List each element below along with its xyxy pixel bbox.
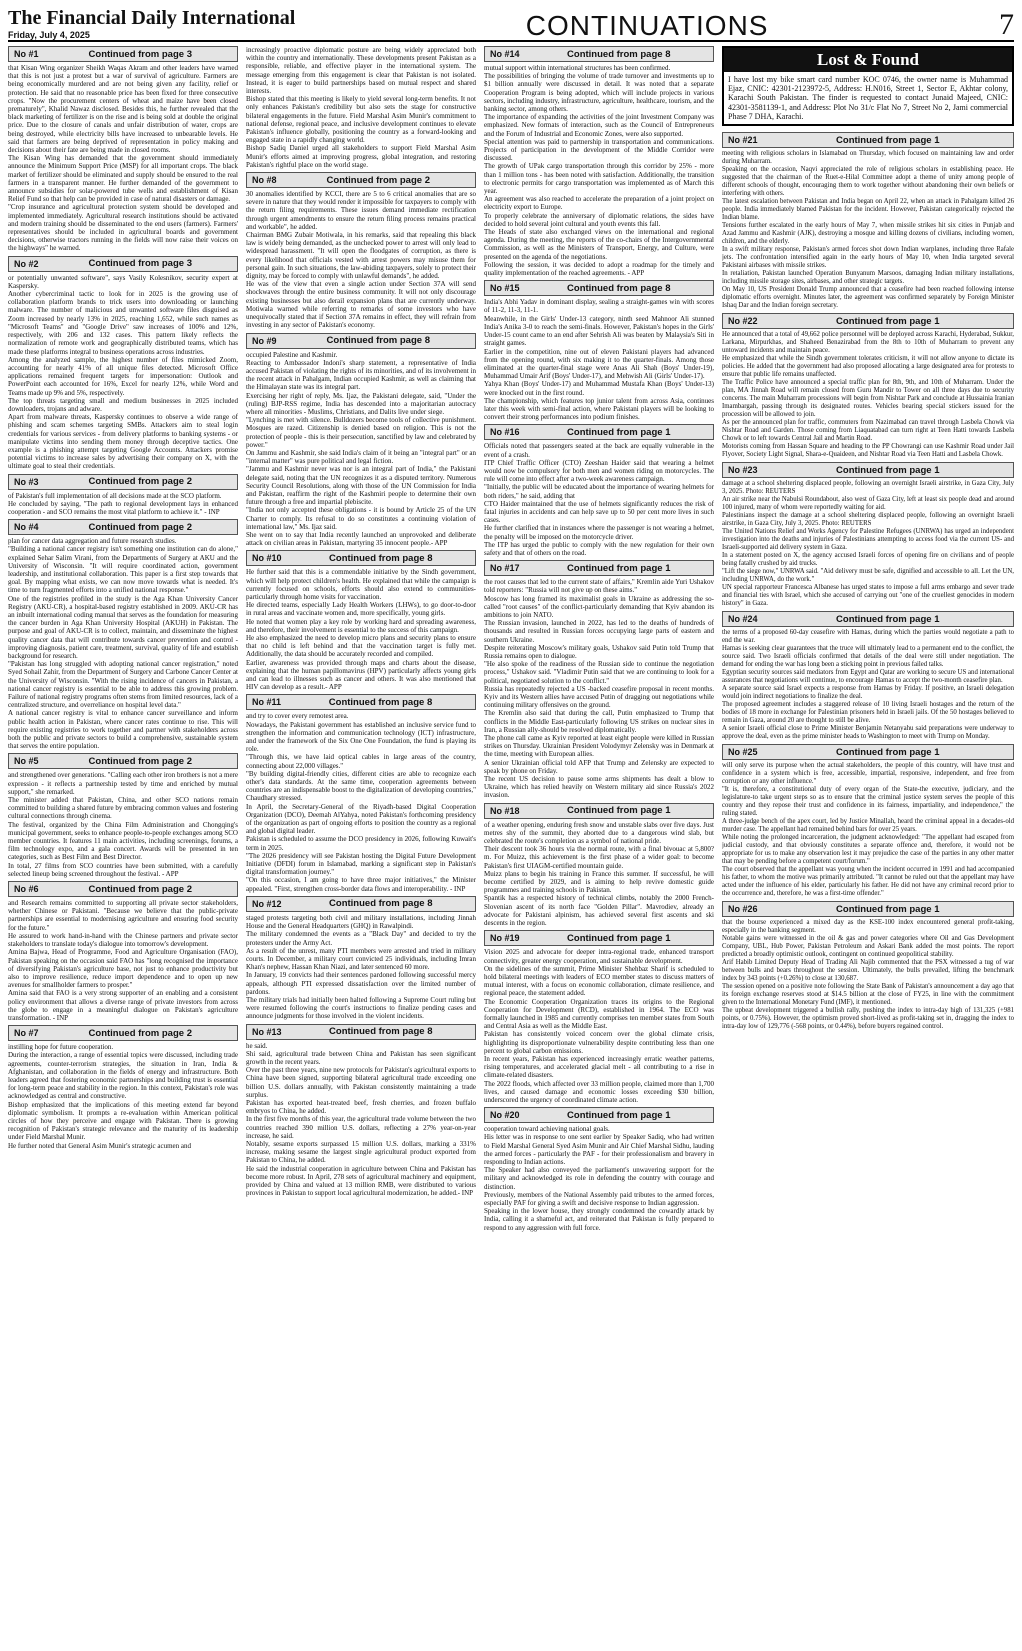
- paragraph: The festival, organized by the China Film Administration and Chongqing's municipal government, seeks to enhance people-to-people exchanges among SCO member countries. It features 11 main activities, including screenings, forums, a film technology expo, and a gala concert. Awards will be presented in ten categories, such as Best Film and Best Director.: [8, 820, 238, 862]
- paragraph: Following the session, it was decided to adopt a roadmap for the timely and quality implementation of the reached agreements. - APP: [484, 260, 714, 278]
- paragraph: Yahya Khan (Boys' Under-17) and Muhammad Mustafa Khan (Boys' Under-13) were knocked out in the first round.: [484, 380, 714, 397]
- item-number: No #3: [14, 476, 39, 487]
- paragraph: He said the industrial cooperation in agriculture between China and Pakistan has become more robust. In April, 278 sets of agricultural machinery and equipment, provided by China and valued at 13 million RMB, were distributed to various provinces in Pakistan to support local agricultural modernization, he added.- INP: [246, 1164, 476, 1198]
- paragraph: "He also spoke of the readiness of the Russian side to continue the negotiation process," Ushakov said. "Vladimir Putin said that we are continuing to look for a political, negotiated solution to the conflict.": [484, 660, 714, 685]
- paragraph: He directed teams, especially Lady Health Workers (LHWs), to go door-to-door in rural areas and vaccinate women and, more specifically, young girls.: [246, 601, 476, 618]
- paragraph: the root causes that led to the current state of affairs," Kremlin aide Yuri Ushakov told reporters: "Russia will not give up on these aims.": [484, 578, 714, 595]
- paragraph: Over the past three years, nine new protocols for Pakistan's agricultural exports to China have been signed, supporting bilateral agricultural trade exceeding one billion U.S. dollars annually, with Pakistan consistently maintaining a trade surplus.: [246, 1066, 476, 1099]
- item-number: No #13: [252, 1026, 282, 1037]
- item-header: [484, 424, 714, 440]
- paragraph: The United Nations Relief and Works Agency for Palestine Refugees (UNRWA) has urged an independent investigation into the deaths and injuries of Palestinians attempting to access food via the current US- and Israeli-supported aid delivery system in Gaza.: [722, 528, 1014, 552]
- item-body: [484, 64, 714, 277]
- item-title: Continued from page 1: [567, 426, 671, 438]
- paragraph: 30 anomalies identified by KCCI, there are 5 to 6 critical anomalies that are so severe in nature that they would render it impossible for taxpayers to comply with the return filing requirements. These issues demand immediate rectification through urgent amendments to ensure the return filing process remains practical and workable", he added.: [246, 190, 476, 231]
- item-title: Continued from page 1: [567, 562, 671, 574]
- paragraph: Earlier, awareness was provided through maps and charts about the disease, explaining that the human papillomavirus (HPV) particularly affects young girls and can lead to illnesses such as cancer and others. It was also mentioned that HIV can develop as a result.- APP: [246, 658, 476, 692]
- item-title: Continued from page 1: [836, 613, 940, 625]
- item-number: No #26: [728, 904, 758, 915]
- paragraph: Amina Bajwa, Head of Programme, Food and Agriculture Organisation (FAO), Pakistan speaking on the occasion said FAO has "long recognised the importance of diversifying Pakistan's agriculture base, not just to enhance productivity but also to improve resilience, reduce import dependence and to open up new avenues for smallholder farmers to prosper.": [8, 948, 238, 990]
- columns: [8, 46, 1014, 1636]
- paragraph: Palestinians inspect the damage at a school sheltering displaced people, following an overnight Israeli airstrike, in Gaza City, July 3, 2025. Photo: REUTERS: [722, 512, 1014, 528]
- item-header: [246, 694, 476, 710]
- paragraph: Motorists coming from Hassan Square and heading to the PP Chowrangi can use Kashmir Road under Jail Flyover, Society Light Signal, Shara-e-Quaideen, and Nishtar Road via Teen Hatti and Lasbela Chowk.: [722, 443, 1014, 459]
- item-body: [722, 480, 1014, 608]
- paragraph: "On this occasion, I am going to have three major initiatives," the Minister appealed. "First, strengthen cross-border data flows and interoperability. - INP: [246, 876, 476, 893]
- paragraph: The session opened on a positive note following the State Bank of Pakistan's announcement a day ago that its foreign exchange reserves stood at $14.5 billion at the close of FY25, in line with the commitment given to the International Monetary Fund (IMF), it mentioned.: [722, 983, 1014, 1007]
- paragraph: He noted that women play a key role by working hard and spreading awareness, and therefore, their involvement is essential to the success of this campaign.: [246, 617, 476, 634]
- paragraph: The Traffic Police have announced a special traffic plan for 8th, 9th, and 10th of Muharram. Under the plan, MA Jinnah Road will remain closed from Guru Mandir to Tower on all three days due to security concerns. The main Muharram processions will begin from Nishtar Park and conclude at Hussainia Iranian Imambargah, passing through its designated routes. Vehicles bearing special stickers issued for the procession will be allowed to join.: [722, 379, 1014, 419]
- paragraph: "Initially, the public will be educated about the importance of wearing helmets for both riders," he said, adding that: [484, 483, 714, 500]
- paragraph: A three-judge bench of the apex court, led by Justice Minallah, heard the criminal appeal in a decades-old murder case. The appellant had remained behind bars for over 25 years.: [722, 818, 1014, 834]
- paragraph: He assured to work hand-in-hand with the Chinese partners and private sector stakeholders to translate today's dialogue into tomorrow's development.: [8, 931, 238, 949]
- item-body: [722, 150, 1014, 310]
- paragraph: "Lift the siege now," UNRWA said. "Aid delivery must be safe, dignified and accessible to all. Let the UN, including UNRWA, do the work.": [722, 568, 1014, 584]
- continuation-item: [722, 611, 1014, 741]
- item-title: Continued from page 8: [329, 1026, 433, 1038]
- item-title: Continued from page 2: [88, 476, 192, 488]
- paragraph: The top threats targeting small and medium businesses in 2025 included downloaders, trojans and adware.: [8, 396, 238, 413]
- continuation-item: [8, 519, 238, 750]
- item-header: [8, 1025, 238, 1041]
- paragraph: He emphasized that while the Sindh government tolerates criticism, it will not allow anyone to dictate its policies. He added that the government had also proposed allocating a large designated area for protests to ensure that public life remains unaffected.: [722, 355, 1014, 379]
- item-title: Continued from page 1: [567, 805, 671, 817]
- continuation-item: [484, 424, 714, 557]
- paragraph: The upbeat development triggered a bullish rally, pushing the index to intra-day high of 131,325 (+981 points, or 0.75%). However, the optimism proved short-lived as profit-taking set in, dragging the index to intra-day low of 129,776 (-568 points, or 0.44%), before buyers regained control.: [722, 1007, 1014, 1031]
- paragraph: During the interaction, a range of essential topics were discussed, including trade agreements, counter-terrorism strategies, the situation in Iran, India & Afghanistan, and collaboration in the fields of energy and infrastructure. Both leaders agreed that fostering economic partnerships and building trust is essential for long-term peace and stability in the region. In this context, Pakistan's role was acknowledged as central and constructive.: [8, 1051, 238, 1101]
- paragraph: An agreement was also reached to accelerate the preparation of a joint project on electricity export to Europe.: [484, 195, 714, 212]
- item-number: No #16: [490, 427, 520, 438]
- item-header: [8, 519, 238, 535]
- continuation-item: [8, 474, 238, 517]
- continuation-item: [722, 132, 1014, 310]
- item-header: [246, 172, 476, 188]
- paragraph: UN special rapporteur Francesca Albanese has urged states to impose a full arms embargo and sever trade and financial ties with Israel, which she accused of carrying out "one of the cruellest genocides in modern history" in Gaza.: [722, 584, 1014, 608]
- continuation-item: [246, 694, 476, 892]
- item-number: No #17: [490, 563, 520, 574]
- paragraph: Another cybercriminal tactic to look for in 2025 is the growing use of collaboration platform brands to trick users into downloading or launching malware. The number of malicious and unwanted software files disguised as Zoom increased by nearly 13% in 2025, reaching 1,652, while such names as "Microsoft Teams" and "Google Drive" saw increases of 100% and 12%, respectively, with 206 and 132 cases. This pattern likely reflects the normalization of remote work and geographically distributed teams, which has made these platforms integral to business operations across industries.: [8, 290, 238, 356]
- item-header: [722, 132, 1014, 148]
- item-body: [484, 821, 714, 928]
- paragraph: In April, the Secretary-General of the Riyadh-based Digital Cooperation Organization (DCO), Deemah AlYahya, noted Pakistan's forthcoming presidency of the organization as part of ongoing efforts to position the country as a regional and global digital leader.: [246, 802, 476, 836]
- continuation-item: [246, 896, 476, 1021]
- item-body: [8, 274, 238, 471]
- paragraph: The Economic Cooperation Organization traces its origins to the Regional Cooperation for Development (RCD), established in 1964. The ECO was formally launched in 1985 and currently comprises ten member states from South and Central Asia as well as the Middle East.: [484, 997, 714, 1031]
- paragraph: Vision 2025 and advocate for deeper intra-regional trade, enhanced transport connectivity, greater energy cooperation, and sustainable development.: [484, 948, 714, 965]
- paragraph: Bishop stated that this meeting is likely to yield several long-term benefits. It not only enhances Pakistan's credibility but also sets the stage for constructive bilateral engagements in the future. Field Marshal Asim Munir's commitment to national defense, regional peace, and inclusive development continues to elevate Pakistan's influence globally, positioning the country as a forward-looking and engaged state in a rapidly changing world.: [246, 95, 476, 145]
- item-number: No #6: [14, 884, 39, 895]
- item-body: [722, 762, 1014, 898]
- item-body: [722, 629, 1014, 741]
- item-header: [8, 881, 238, 897]
- item-number: No #5: [14, 756, 39, 767]
- paragraph: Notably, sesame exports surpassed 15 million U.S. dollars, marking a 331% increase, making sesame the largest single agricultural product exported from Pakistan to China, he added.: [246, 1139, 476, 1165]
- paragraph: the terms of a proposed 60-day ceasefire with Hamas, during which the parties would negotiate a path to end the war.: [722, 629, 1014, 645]
- paper-name: The Financial Daily International: [8, 7, 296, 29]
- paragraph: Hamas is seeking clear guarantees that the truce will ultimately lead to a permanent end to the conflict, the source said. Two Israeli officials confirmed that details of the deal were still under negotiation. The demand for ending the war has long been a sticking point in previous failed talks.: [722, 645, 1014, 669]
- continuation-item: [484, 560, 714, 799]
- paragraph: The phone call came as Kyiv reported at least eight people were killed in Russian strikes on Thursday. Ukrainian President Volodymyr Zelensky was in Denmark at the time, meeting with European allies.: [484, 734, 714, 759]
- paragraph: He further noted that General Asim Munir's strategic acumen and: [8, 1141, 192, 1150]
- paragraph: The ITP has urged the public to comply with the new regulation for their own safety and that of others on the road.: [484, 540, 714, 557]
- item-title: Continued from page 2: [88, 883, 192, 895]
- column-1: [8, 46, 238, 1636]
- paragraph: He announced that a total of 49,662 police personnel will be deployed across Karachi, Hyderabad, Sukkur, Larkana, Mirpurkhas, and Shaheed Benazirabad from the 8th to 10th of Muharram to prevent any untoward incidents and maintain peace.: [722, 331, 1014, 355]
- item-number: No #18: [490, 805, 520, 816]
- item-body: [8, 537, 238, 750]
- paragraph: will only serve its purpose when the actual stakeholders, the people of this country, will have trust and confidence in a system which is free, accessible, impartial, responsive, independent, and free from corruption or any other influence.": [722, 762, 1014, 786]
- paragraph: of Pakistan's full implementation of all decisions made at the SCO platform.: [8, 491, 222, 500]
- paragraph: In retaliation, Pakistan launched Operation Bunyanum Marsoos, damaging Indian military installations, including missile storage sites, airbases, and other strategic targets.: [722, 270, 1014, 286]
- paragraph: Bishop Sadiq Daniel urged all stakeholders to support Field Marshal Asim Munir's efforts aimed at improving progress, global integration, and restoring Pakistan's rightful place on the world stage.: [246, 144, 476, 169]
- paragraph: meeting with religious scholars in Islamabad on Thursday, which focused on maintaining law and order during Muharram.: [722, 150, 1014, 166]
- item-body: [246, 914, 476, 1021]
- paragraph: Moscow has long framed its maximalist goals in Ukraine as addressing the so-called "root causes" of the conflict-particularly demanding that Kyiv abandon its ambitions to join NATO.: [484, 594, 714, 619]
- paragraph: A separate source said Israel expects a response from Hamas by Friday. If positive, an Israeli delegation would join indirect negotiations to finalize the deal.: [722, 685, 1014, 701]
- paragraph: ITP Chief Traffic Officer (CTO) Zeeshan Haider said that wearing a helmet would now be compulsory for both men and women riding on motorcycles. The rule will come into effect after a two-week awareness campaign.: [484, 458, 714, 484]
- paragraph: The championship, which features top junior talent from across Asia, continues later this week with semi-final action, where Pakistani players will be looking to convert their strong performances into podium finishes.: [484, 396, 714, 422]
- item-title: Continued from page 8: [567, 282, 671, 294]
- paragraph: In the first five months of this year, the agricultural trade volume between the two countries reached 390 million U.S. dollars, reflecting a 27% year-on-year increase, he said.: [246, 1115, 476, 1140]
- item-body: [484, 298, 714, 421]
- continuation-item: [484, 803, 714, 928]
- paragraph: In a swift military response, Pakistan's armed forces shot down Indian warplanes, including three Rafale jets. The confrontation intensified again in the early hours of May 10, when India targeted several Pakistani airbases with missile strikes.: [722, 246, 1014, 270]
- item-title: Continued from page 2: [326, 174, 430, 186]
- paragraph: The latest escalation between Pakistan and India began on April 22, when an attack in Pahalgam killed 26 people. India immediately blamed Pakistan for the incident. However, Pakistan categorically rejected the Indian blame.: [722, 198, 1014, 222]
- paragraph: "Through this, we have laid optical cables in large areas of the country, connecting about 22,000 villages.": [246, 753, 476, 770]
- section-title: CONTINUATIONS: [525, 10, 769, 41]
- paragraph: Earlier in the competition, nine out of eleven Pakistani players had advanced from the opening round, with six making it to the quarter-finals. Among those eliminated at the quarter-final stage were Anas Ali Shah (Boys' Under-19), Muhammad Umair Arif (Boys' Under-17), and Mehwish Ali (Girls' Under-17).: [484, 347, 714, 381]
- paragraph: The military trials had initially been halted following a Supreme Court ruling but were resumed following the court's instructions to finalize pending cases and announce judgments for those involved in the violent incidents.: [246, 995, 476, 1021]
- continuation-item: [246, 333, 476, 548]
- paragraph: In a statement posted on X, the agency accused Israeli forces of opening fire on civilians and of people being fatally crushed by aid trucks.: [722, 552, 1014, 568]
- item-header: [484, 1107, 714, 1123]
- paragraph: His letter was in response to one sent earlier by Speaker Sadiq, who had written to Field Marshal General Syed Asim Munir and Air Chief Marshal Sidhu, lauding the armed forces - particularly the PAF - for their professionalism and bravery in responding to Indian actions.: [484, 1133, 714, 1166]
- paragraph: Despite reiterating Moscow's military goals, Ushakov said Putin told Trump that Russia remains open to dialogue.: [484, 643, 714, 660]
- paragraph: Among the analyzed sample, the highest number of files mimicked Zoom, accounting for nearly 41% of all unique files detected. Microsoft Office applications remained frequent targets for impersonation: Outlook and PowerPoint each accounted for 16%, Excel for nearly 12%, while Word and Teams made up 9% and 5%, respectively.: [8, 355, 238, 397]
- paragraph: He further said that this is a commendable initiative by the Sindh government, which will help protect children's health. He explained that while the campaign is currently focused on schools, efforts should also extend to communities-particularly through home visits for vaccination.: [246, 568, 476, 601]
- continuation-item: [722, 462, 1014, 608]
- item-header: [246, 896, 476, 912]
- paragraph: damage at a school sheltering displaced people, following an overnight Israeli airstrike, in Gaza City, July 3, 2025. Photo: REUTERS: [722, 480, 1014, 496]
- paragraph: "The 2026 presidency will see Pakistan hosting the Digital Future Development Initiative (DFDI) forum in Islamabad, marking a significant step in Pakistan's digital transformation journey.": [246, 851, 476, 877]
- paragraph: Previously, members of the National Assembly paid tributes to the armed forces, especially PAF for giving a swift and decisive response to Indian aggression.: [484, 1190, 714, 1207]
- paragraph: The minister added that Pakistan, China, and other SCO nations remain committed to building a shared future by embracing common values and fostering cultural connections through cinema.: [8, 796, 238, 821]
- paragraph: Tensions further escalated in the early hours of May 7, when missile strikes hit six cities in Punjab and Azad Jammu and Kashmir (AJK), destroying a mosque and killing dozens of civilians, including women, children, and the elderly.: [722, 222, 1014, 246]
- paragraph: Meanwhile, in the Girls' Under-13 category, ninth seed Mahnoor Ali stunned India's Anika 3-0 to reach the semi-finals. However, Pakistan's hopes in the Girls' Under-15 count came to an end after Sehrish Ali was beaten by Malaysia's Siti in straight games.: [484, 314, 714, 348]
- continuation-item: [8, 256, 238, 471]
- paragraph: The proposed agreement includes a staggered release of 10 living Israeli hostages and the return of the bodies of 18 more in exchange for Palestinian prisoners held in Israeli jails. Of the 50 hostages believed to remain in Gaza, around 20 are thought to still be alive.: [722, 701, 1014, 725]
- item-number: No #11: [252, 697, 282, 708]
- item-number: No #21: [728, 135, 758, 146]
- item-number: No #19: [490, 933, 520, 944]
- item-title: Continued from page 1: [836, 315, 940, 327]
- paragraph: The importance of expanding the activities of the joint Investment Company was emphasized. New formats of interaction, such as the Council of Entrepreneurs and the Forum of Industrial and Economic Zones, were also supported.: [484, 113, 714, 138]
- item-number: No #8: [252, 175, 277, 186]
- paragraph: Pakistan is scheduled to assume the DCO presidency in 2026, following Kuwait's term in 2025.: [246, 835, 476, 852]
- masthead: [8, 6, 1014, 42]
- item-header: [484, 280, 714, 296]
- item-body: [246, 568, 476, 691]
- paragraph: Speaking in the lower house, they strongly condemned the cowardly attack by India, calling it a shameful act, and reiterated that Pakistan is fully prepared to respond to any aggression with full force.: [484, 1207, 714, 1232]
- paragraph: that the bourse experienced a mixed day as the KSE-100 index encountered general profit-taking, especially in the banking segment.: [722, 919, 1014, 935]
- paragraph: To properly celebrate the anniversary of diplomatic relations, the sides have decided to hold several joint cultural and youth events this fall.: [484, 211, 714, 228]
- continuation-item: [246, 46, 476, 169]
- column-2: [246, 46, 476, 1636]
- paragraph: Arif Habib Limited Deputy Head of Trading Ali Najib commented that the PSX witnessed a tug of war between bulls and bears throughout the session. Ultimately, the bulls prevailed, lifting the benchmark index by 343 points (+0.26%) to close at 130,687.: [722, 959, 1014, 983]
- paragraph: he said.: [246, 1041, 268, 1050]
- paragraph: A senior Israeli official close to Prime Minister Benjamin Netanyahu said preparations were underway to approve the deal, even as the prime minister heads to Washington to meet with Trump on Monday.: [722, 725, 1014, 741]
- paragraph: Chairman BMG Zubair Motiwala, in his remarks, said that repealing this black law is widely being demanded, as the unchecked power to arrest will only lead to widespread harassment. "It will open the floodgates of corruption, as there is every likelihood that officials vested with arrest powers may misuse them for personal gain. In such situations, the law-abiding taxpayers, solely to protect their dignity, may be forced to comply with unlawful demands", he added.: [246, 231, 476, 281]
- item-header: [484, 560, 714, 576]
- paragraph: Spantik has a respected history of technical climbs, notably the 2000 French-Slovenian ascent of its north face "Golden Pillar". Mavrodiev, already an advocate for Pakistani alpinism, has achieved several first ascents and ski descents in the region.: [484, 894, 714, 928]
- item-header: [8, 474, 238, 490]
- item-title: Continued from page 1: [836, 134, 940, 146]
- item-header: [8, 46, 238, 62]
- item-body: [722, 331, 1014, 459]
- paragraph: and Research remains committed to supporting all private sector stakeholders, whether Chinese or Pakistani. "Because we believe that the public-private partnerships are essential to modernising agriculture and ensuring food security for the future.": [8, 899, 238, 932]
- paragraph: "Jammu and Kashmir never was nor is an integral part of India," the Pakistani delegate said, noting that the UN recognizes it as a disputed territory. Numerous Security Council Resolutions, along with those of the UN Commission for India and Pakistan, reaffirm the right of the Kashmiri people to determine their own future through a free and impartial plebiscite.: [246, 465, 476, 507]
- paragraph: "Building a national cancer registry isn't something one institution can do alone," explained Sehar Salim Virani, from the Departments of Surgery at AKU and the University of Wisconsin. "It will require coordinated action, government leadership, and institutional collaboration. This paper is a first step towards that goal. By mapping what exists, we can now move towards what is needed. It's time to turn fragmented efforts into a unified national response.": [8, 545, 238, 595]
- item-body: [246, 351, 476, 548]
- paragraph: and strengthened over generations. "Calling each other iron brothers is not a mere expression - it reflects a partnership tested by time and enriched by mutual support," she remarked.: [8, 771, 238, 796]
- paragraph: and try to cover every remotest area.: [246, 712, 349, 721]
- item-title: Continued from page 8: [329, 552, 433, 564]
- paragraph: Russia has repeatedly rejected a US -backed ceasefire proposal in recent months. Kyiv and its Western allies have accused Putin of dragging out negotiations while continuing military offensives on the ground.: [484, 684, 714, 710]
- paragraph: On the sidelines of the summit, Prime Minister Shehbaz Sharif is scheduled to hold bilateral meetings with leaders of ECO member states to discuss matters of mutual interest, with a focus on economic collaboration, climate resilience, and regional peace, the statement added.: [484, 964, 714, 998]
- item-title: Continued from page 1: [836, 903, 940, 915]
- paragraph: mutual support within international structures has been confirmed.: [484, 64, 671, 72]
- item-number: No #12: [252, 898, 282, 909]
- item-header: [722, 744, 1014, 760]
- continuation-item: [8, 881, 238, 1022]
- paragraph: cooperation toward achieving national goals.: [484, 1125, 610, 1134]
- paragraph: Officials noted that passengers seated at the back are equally vulnerable in the event of a crash.: [484, 442, 714, 459]
- paragraph: He concluded by saying, "The path to regional development lays in enhanced cooperation - and SCO remains the most vital platform to achieve it." - INP: [8, 499, 238, 516]
- paragraph: The military condemned the events as a "Black Day" and decided to try the protesters under the Army Act.: [246, 930, 476, 947]
- paragraph: "It is, therefore, a constitutional duty of every organ of the State-the executive, judiciary, and the legislature-to take urgent steps so as to ensure that the criminal justice system serves the people of this country and they repose their trust and confidence in its fairness, impartiality, and independence," the ruling stated.: [722, 786, 1014, 818]
- paragraph: As a result of the unrest, many PTI members were arrested and tried in military courts. In December, a military court convicted 25 individuals, including Imran Khan's nephew, Hassan Khan Niazi, and later sentenced 60 more.: [246, 946, 476, 972]
- continuation-item: [8, 46, 238, 253]
- paragraph: Shi said, agricultural trade between China and Pakistan has seen significant growth in the recent years.: [246, 1049, 476, 1066]
- paragraph: instilling hope for future cooperation.: [8, 1043, 114, 1052]
- paragraph: that Kisan Wing organizer Sheikh Waqas Akram and other leaders have warned that this is not just a protest but a war of survival of agriculture. Farmers are being economically murdered and are not being given any facility, relief or protection. He said that no reasonable price has been fixed for three consecutive crops. "Now the procurement centers of wheat and maize have been closed prematurely", Khalid Nawaz disclosed. Besides this, he further revealed that the black marketing of fertilizer is on the rise and is being sold at double the original price. Due to the closure of canals and unfair distribution of water, crops are being destroyed, while electricity bills have increased to unbearable levels. He said that farmers are being deprived of representation in policy making and decisions about their fate are being made in closed rooms.: [8, 64, 238, 155]
- masthead-left: [8, 8, 295, 40]
- continuation-item: [484, 1107, 714, 1232]
- paragraph: A national cancer registry is vital to enhance cancer surveillance and inform public health action in Pakistan, where cancer rates continue to rise. This will require existing registries to work together and partner with stakeholders across both the public and private sectors to build a comprehensive, sustainable system that serves the entire population.: [8, 709, 238, 751]
- paragraph: Speaking on the occasion, Naqvi appreciated the role of religious scholars in establishing peace. He suggested that the chairman of the Ruet-e-Hilal Committee adopt a theme of unity among people of different schools of thought, encouraging them to work together without abandoning their own beliefs or interfering with others.: [722, 166, 1014, 198]
- paragraph: He further clarified that in instances where the passenger is not wearing a helmet, the penalty will be imposed on the motorcycle driver.: [484, 524, 714, 541]
- item-body: [484, 1125, 714, 1232]
- paragraph: Notable gains were witnessed in the oil & gas and power categories where Oil and Gas Development Company, UBL, Hub Power, Pakistan Petroleum and Askari Bank added the most points. The report predicted a broadly optimistic outlook, contingent on continued geopolitical stability.: [722, 935, 1014, 959]
- item-header: [246, 333, 476, 349]
- paragraph: One of the registries profiled in the study is the Aga Khan University Cancer Registry (AKU-CR), a hospital-based registry established in 2009. AKU-CR has an inbuilt international coding manual that serves as the foundation for measuring the cancer burden in Aga Khan University Hospital (AKUH) in Pakistan. The purpose and goal of AKU-CR is to collect, maintain, and disseminate the highest quality cancer data that will contribute towards cancer prevention and control - improving diagnosis, patient care, treatment, survival, quality of life and establish background for research.: [8, 594, 238, 660]
- item-body: [722, 919, 1014, 1031]
- continuation-item: [484, 930, 714, 1104]
- item-number: No #15: [490, 283, 520, 294]
- item-number: No #23: [728, 465, 758, 476]
- item-number: No #14: [490, 49, 520, 59]
- column-4: [722, 46, 1014, 1636]
- item-title: Continued from page 8: [329, 898, 433, 910]
- continuation-item: [246, 1024, 476, 1198]
- paragraph: of a weather opening, enduring fresh snow and unstable slabs over five days. Just metres shy of the summit, they aborted due to a dangerous wind slab, but celebrated the route's completion as a symbol of national pride.: [484, 820, 714, 846]
- paragraph: In recent years, Pakistan has experienced increasingly erratic weather patterns, rising temperatures, and accelerated glacial melt - all contributing to a rise in climate-related disasters.: [484, 1054, 714, 1080]
- continuation-item: [246, 550, 476, 691]
- paragraph: staged protests targeting both civil and military installations, including Jinnah House and the General Headquarters (GHQ) in Rawalpindi.: [246, 913, 476, 931]
- item-number: No #10: [252, 553, 282, 564]
- item-number: No #20: [490, 1110, 520, 1121]
- paragraph: The possibilities of bringing the volume of trade turnover and investments up to $1 billion annually were discussed in detail. It was noted that a separate Cooperation Program is being adopted, which will include projects in various sectors, including industry, infrastructure, agriculture, healthcare, tourism, and the banking sector, among others.: [484, 72, 714, 114]
- item-header: [8, 256, 238, 272]
- paragraph: Nowadays, the Pakistani government has established an inclusive service fund to strengthen the information and communication technology (ICT) infrastructure, and under the framework of the Six One One Foundation, the fund is playing its role.: [246, 720, 476, 754]
- paragraph: In total, 27 films from SCO countries have been submitted, with a carefully selected lineup being screened throughout the festival. - APP: [8, 861, 238, 878]
- paragraph: or potentially unwanted software", says Vasily Kolesnikov, security expert at Kaspersky.: [8, 273, 238, 290]
- item-header: [722, 462, 1014, 478]
- paragraph: Bishop emphasized that the implications of this meeting extend far beyond diplomatic symbolism. It prompts a re-evaluation within American political circles of how they perceive and engage with Pakistan. There is growing recognition of Pakistan's strategic relevance and the maturity of its leadership under Field Marshal Munir.: [8, 1100, 238, 1142]
- item-header: [484, 46, 714, 62]
- paragraph: On May 10, US President Donald Trump announced that a ceasefire had been reached following intense diplomatic efforts overnight. Minutes later, the agreement was confirmed separately by Foreign Minister Ishaq Dar and the Indian foreign secretary.: [722, 286, 1014, 310]
- paragraph: "Crop insurance and agricultural protection system should be developed and implemented immediately. Agricultural research institutions should be activated and modern training should be disseminated to the end users (farmers). Farmers' representatives should be included in agricultural boards and government decisions, otherwise tractors running in the fields will now raise their voices on the highways" he warned.: [8, 203, 238, 253]
- paragraph: Muizz plans to begin his training in France this summer. If successful, he will become certified by 2029, and is aiming to help revive domestic guide programmes and training schools in Pakistan.: [484, 869, 714, 895]
- item-title: Continued from page 1: [567, 932, 671, 944]
- item-title: Continued from page 8: [567, 48, 671, 60]
- item-title: Continued from page 1: [836, 464, 940, 476]
- item-body: [8, 771, 238, 878]
- paragraph: Their descent took 36 hours via the normal route, with a final bivouac at 5,800?m. For Muizz, this achievement is the first phase of a wider goal: to become Pakistan's first UIAGM-certified mountain guide.: [484, 845, 714, 870]
- item-body: [246, 46, 476, 169]
- item-body: [246, 190, 476, 329]
- continuation-item: [246, 172, 476, 329]
- item-body: [246, 1042, 476, 1198]
- item-title: Continued from page 3: [88, 48, 192, 60]
- paragraph: The Heads of state also exchanged views on the international and regional agenda. During the meeting, the reports of the co-chairs of the Intergovernmental Commission, as well as the Ministers of Transport, Energy, and Culture, were presented on the agenda of the negotiations.: [484, 228, 714, 261]
- item-header: [484, 930, 714, 946]
- paragraph: occupied Palestine and Kashmir.: [246, 350, 338, 359]
- item-number: No #2: [14, 258, 39, 269]
- paragraph: On Jammu and Kashmir, she said India's claim of it being an "integral part" or an "internal matter" was pure political and legal fiction.: [246, 448, 476, 466]
- paragraph: The Kremlin also said that during the call, Putin emphasized to Trump that conflicts in the Middle East-particularly following US strikes on nuclear sites in Iran, a Russian ally-should be resolved diplomatically.: [484, 709, 714, 734]
- item-title: Continued from page 2: [88, 521, 192, 533]
- paragraph: The Kisan Wing has demanded that the government should immediately announce the Minimum Support Price (MSP) for all important crops. The black market of fertilizer should be eliminated and supply should be ensured to the real farmers in a transparent manner. He further demanded of the government to announce subsidies for solar-powered tube wells and establishment of Kisan Relief Fund so that help can be provided in case of natural disasters or damage.: [8, 154, 238, 204]
- paragraph: Pakistan has exported heat-treated beef, fresh cherries, and frozen buffalo embryos to China, he added.: [246, 1098, 476, 1116]
- paragraph: In January, 19 convicts had their sentences pardoned following successful mercy appeals, although PTI expressed dissatisfaction over the limited number of pardons.: [246, 971, 476, 996]
- item-body: [246, 712, 476, 892]
- item-number: No #7: [14, 1028, 39, 1039]
- paragraph: Pakistan has consistently voiced concern over the global climate crisis, highlighting its disproportionate vulnerability despite contributing less than one percent to global carbon emissions.: [484, 1030, 714, 1055]
- item-header: [722, 901, 1014, 917]
- paper-date: Friday, July 4, 2025: [8, 30, 90, 40]
- item-body: [8, 492, 238, 517]
- continuation-item: [8, 753, 238, 878]
- item-body: [8, 64, 238, 253]
- item-title: Continued from page 2: [88, 755, 192, 767]
- paragraph: "India not only accepted these obligations - it is bound by Article 25 of the UN Charter to comply. Its refusal to do so constitutes a continuing violation of international law," Ms. Ijaz said.: [246, 506, 476, 531]
- item-title: Continued from page 1: [567, 1109, 671, 1121]
- paragraph: The growth of UPak cargo transportation through this corridor by 25% - more than 1 million tons - has been noted with satisfaction. Additionally, the transition to electronic permits for cargo transportation was implemented as of March this year.: [484, 162, 714, 196]
- item-title: Continued from page 8: [326, 335, 430, 346]
- lost-found-title: Lost & Found: [724, 48, 1012, 72]
- item-number: No #1: [14, 49, 39, 59]
- paragraph: plan for cancer data aggregation and future research studies.: [8, 537, 177, 546]
- paragraph: She went on to say that India recently launched an unprovoked and deliberate attack on civilian areas in Pakistan, martyring 35 innocent people.- APP: [246, 530, 476, 548]
- paragraph: The recent US decision to pause some arms shipments has dealt a blow to Ukraine, which has relied heavily on Western military aid since Russia's 2022 invasion.: [484, 775, 714, 800]
- paragraph: As per the announced plan for traffic, commuters from Nazimabad can travel through Lasbela Chowk via Nishtar Road and Garden. Those coming from Liaquatabad can turn right at Teen Hatti towards Lasbela Chowk or to left towards Central Jail and Martin Road.: [722, 419, 1014, 443]
- paragraph: increasingly proactive diplomatic posture are being widely appreciated both within the country and internationally. These developments present Pakistan as a responsible, reliable, and effective player in the international system. The message emerging from this engagement is clear that Pakistan is not isolated. Instead, it is eager to build partnerships based on mutual respect and shared interests.: [246, 46, 476, 96]
- item-title: Continued from page 3: [88, 258, 192, 270]
- item-number: No #9: [252, 335, 277, 346]
- item-header: [722, 313, 1014, 329]
- paragraph: "Pakistan has long struggled with adopting national cancer registration," noted Syed Sohail Zahir, from the Department of Surgery and Carbone Cancer Center at the University of Wisconsin. "With the rising incidence of cancers in Pakistan, a national cancer registry is essential to be able to address this growing problem. Failure of national registry programs often stems from limited resources, lack of a centralized structure, and overreliance on hospital level data.": [8, 660, 238, 710]
- item-body: [484, 442, 714, 557]
- paragraph: India's Abhi Yadav in dominant display, sealing a straight-games win with scores of 11-2, 11-3, 11-1.: [484, 298, 714, 315]
- item-header: [246, 550, 476, 566]
- paragraph: While noting the prolonged incarceration, the judgment acknowledged: "The appellant had escaped from judicial custody, and that obviously constitutes a separate offence and, therefore, it would not be appropriate for us to make any observation lest it may prejudice the case of the parties in any other matter that may be pending before a competent court/forum.": [722, 834, 1014, 866]
- item-header: [484, 803, 714, 819]
- item-title: Continued from page 8: [328, 696, 433, 708]
- column-3: [484, 46, 714, 1636]
- paragraph: Exercising her right of reply, Ms. Ijaz, the Pakistani delegate, said, "Under the (ruling) BJP-RSS regime, India has descended into a majoritarian autocracy where all minorities - Muslims, Christians, and Dalits live under siege.: [246, 391, 476, 416]
- continuation-item: [484, 280, 714, 421]
- paragraph: The 2022 floods, which affected over 33 million people, claimed more than 1,700 lives, and caused damage and economic losses exceeding $30 billion, underscored the urgency of coordinated climate action.: [484, 1079, 714, 1104]
- item-body: [8, 899, 238, 1022]
- lost-found-text: I have lost my bike smart card number KOC 0746, the owner name is Muhammad Ejaz, CNIC: 42301-2123972-5, Address: H.N016, Street 1, Sector E, Akhtar colony, Karachi South Pakistan. The finder is requested to contact Junaid Majeed, CNIC: 42301-3581139-1, and Address: Plot No 31/c Flat No 7, Street No 2, Jami commercial Phase 7 DHA, Karachi.: [728, 75, 1008, 121]
- paragraph: Special attention was paid to partnership in transportation and communications. Projects of participation in the development of the Middle Corridor were discussed.: [484, 137, 714, 163]
- continuation-item: [722, 744, 1014, 898]
- paragraph: "Lynching is met with silence. Bulldozers become tools of collective punishment. Mosques are razed. Citizenship is denied based on religion. This is not the protection of people - this is their persecution, sanctified by law and celebrated by power.": [246, 416, 476, 449]
- paragraph: The Speaker had also conveyed the parliament's unwavering support for the military and acknowledged its role in defending the country with courage and distinction.: [484, 1166, 714, 1191]
- lost-found-box: [722, 46, 1014, 126]
- paragraph: An air strike near the Nabulsi Roundabout, also west of Gaza City, left at least six people dead and around 100 injured, many of whom were reportedly waiting for aid.: [722, 496, 1014, 512]
- continuation-item: [8, 1025, 238, 1150]
- item-body: [484, 948, 714, 1104]
- item-number: No #25: [728, 747, 758, 758]
- continuation-item: [722, 313, 1014, 459]
- item-header: [8, 753, 238, 769]
- paragraph: "By building digital-friendly cities, different cities are able to recognize each other's data standards. At the same time, cooperation agreements between countries are an indispensable boost to the digitalization of developing countries," Chaudhary stressed.: [246, 769, 476, 803]
- item-body: [484, 578, 714, 799]
- item-number: No #22: [728, 316, 758, 327]
- paragraph: Apart from malware threats, Kaspersky continues to observe a wide range of phishing and scam schemes targeting SMBs. Attackers aim to steal login credentials for various services - from delivery platforms to banking systems - or manipulate victims into sending them money through deceptive tactics. One example is a phishing attempt targeting Google Accounts. Attackers promise potential victims to increase sales by advertising their company on X, with the ultimate goal to steal their credentials.: [8, 413, 238, 471]
- paragraph: The Russian invasion, launched in 2022, has led to the deaths of hundreds of thousands and resulted in Russian forces occupying large parts of eastern and southern Ukraine.: [484, 619, 714, 644]
- item-number: No #4: [14, 522, 39, 533]
- paragraph: He was of the view that even a single action under Section 37A will send shockwaves through the entire business community. It will not only discourage existing businesses but also derail expansion plans that are currently underway. Motiwala warned while referring to remarks of some investors who have unequivocally stated that if Section 37A remains in effect, they will refrain from investing in any sector of Pakistan's economy.: [246, 280, 476, 330]
- paragraph: A senior Ukrainian official told AFP that Trump and Zelensky are expected to speak by phone on Friday.: [484, 758, 714, 775]
- item-header: [722, 611, 1014, 627]
- page-number: 7: [998, 8, 1014, 41]
- paragraph: Reacting to Ambassador Indoni's sharp statement, a representative of India accused Pakistan of violating the rights of its minorities, and of its involvement in the recent attack in Pahalgam, Indian occupied Kashmir, as well as claiming that the Himalayan state was its integral part.: [246, 358, 476, 392]
- paragraph: CTO Haider maintained that the use of helmets significantly reduces the risk of fatal injuries in accidents and can help save up to 50 per cent more lives in such cases.: [484, 499, 714, 525]
- item-title: Continued from page 2: [88, 1027, 192, 1039]
- item-header: [246, 1024, 476, 1040]
- continuation-item: [484, 46, 714, 277]
- paragraph: He also emphasized the need to develop micro plans and security plans to ensure that no child is left behind and that the vaccination target is fully met. Additionally, the data should be accurately recorded and compiled.: [246, 634, 476, 659]
- item-title: Continued from page 1: [836, 746, 940, 758]
- item-number: No #24: [728, 614, 758, 625]
- continuation-item: [722, 901, 1014, 1031]
- paragraph: The court observed that the appellant was young when the incident occurred in 1991 and had accompanied his father, to whom the motive was primarily attributed. "It cannot be ruled out that the appellant may have acted under the influence of his elder, particularly his father. He did not have any criminal record prior to the occurrence and, therefore, he was a first-time offender.": [722, 866, 1014, 898]
- paragraph: Egyptian security sources said mediators from Egypt and Qatar are working to secure US and international assurances that negotiations will continue, to encourage Hamas to accept the two-month ceasefire plan.: [722, 669, 1014, 685]
- item-body: [8, 1043, 238, 1150]
- paragraph: Amina said that FAO is a very strong supporter of an enabling and a consistent policy environment that allows a diverse range of private investors from across the globe to engage in a meaningful dialogue on Pakistan's agriculture transformation. - INP: [8, 989, 238, 1022]
